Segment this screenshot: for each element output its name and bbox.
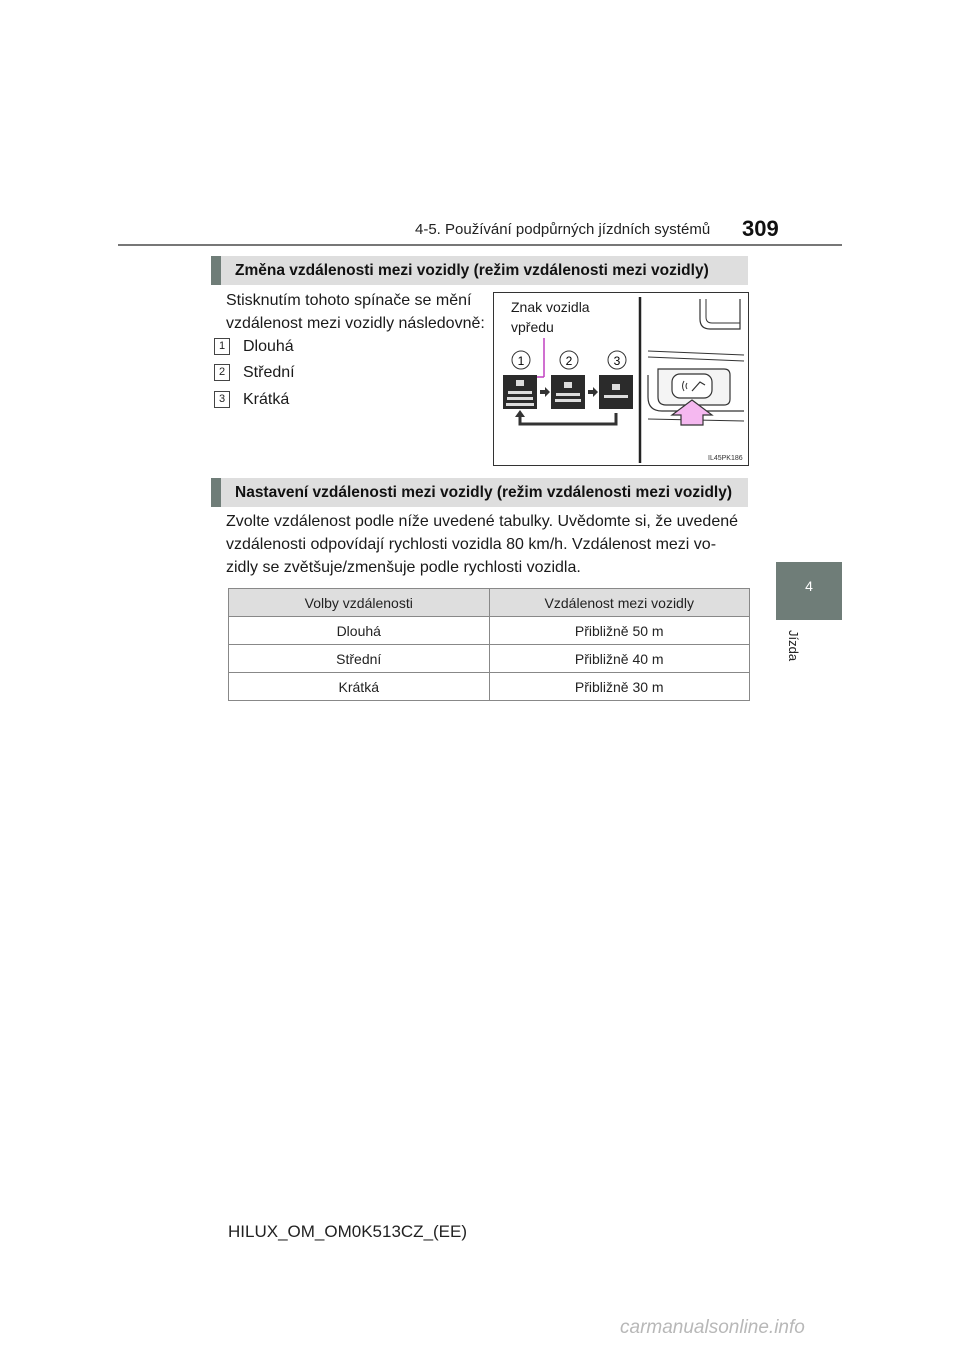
chapter-number: 4	[805, 578, 813, 594]
table-cell: Přibližně 50 m	[489, 617, 750, 645]
table-row	[229, 617, 750, 645]
list-item-label: Krátká	[243, 391, 290, 408]
number-badge: 1	[214, 338, 230, 355]
image-code: IL45PK186	[708, 455, 743, 462]
number-badge: 3	[214, 391, 230, 408]
table-cell: Přibližně 30 m	[489, 673, 750, 701]
distance-switch-illustration	[493, 292, 749, 466]
list-item	[214, 391, 289, 409]
arrow-right-icon	[540, 387, 550, 397]
number-badge: 2	[214, 364, 230, 381]
return-arrow-icon	[515, 410, 616, 424]
circled-number-3	[608, 351, 626, 369]
svg-text:3: 3	[613, 354, 621, 368]
paragraph-line-2: vzdálenosti odpovídají rychlosti vozidla 80 km/h. Vzdálenost mezi vo-	[226, 536, 717, 553]
table-cell: Dlouhá	[229, 617, 490, 645]
table-header-cell: Volby vzdálenosti	[229, 589, 490, 617]
list-item-label: Střední	[243, 364, 295, 381]
svg-text:2: 2	[565, 354, 573, 368]
table-cell: Střední	[229, 645, 490, 673]
display-short-distance	[599, 375, 633, 409]
intro-text-line-2: vzdálenost mezi vozidly následovně:	[226, 315, 485, 332]
list-item	[214, 364, 295, 382]
table-row	[229, 645, 750, 673]
display-long-distance	[503, 375, 537, 409]
header-section-title: 4-5. Používání podpůrných jízdních systémů	[415, 221, 711, 238]
intro-text-line-1: Stisknutím tohoto spínače se mění	[226, 292, 472, 309]
list-item-label: Dlouhá	[243, 338, 294, 355]
callout-label-line-2: vpředu	[511, 319, 554, 335]
callout-label-line-1: Znak vozidla	[511, 299, 590, 315]
table-header-cell: Vzdálenost mezi vozidly	[489, 589, 750, 617]
arrow-right-icon	[588, 387, 598, 397]
paragraph-line-3: zidly se zvětšuje/zmenšuje podle rychlosti vozidla.	[226, 559, 581, 576]
distance-table	[228, 588, 750, 701]
table-header-row	[229, 589, 750, 617]
header-divider	[118, 244, 842, 246]
footer-doc-code: HILUX_OM_OM0K513CZ_(EE)	[228, 1222, 468, 1241]
paragraph-line-1: Zvolte vzdálenost podle níže uvedené tabulky. Uvědomte si, že uvedené	[226, 513, 739, 530]
list-item	[214, 338, 294, 356]
page-number: 309	[742, 216, 779, 241]
illustration-svg	[494, 293, 748, 465]
circled-number-2	[560, 351, 578, 369]
table-row	[229, 673, 750, 701]
display-medium-distance	[551, 375, 585, 409]
section-heading-change-distance: Změna vzdálenosti mezi vozidly (režim vzdálenosti mezi vozidly)	[211, 256, 748, 285]
section-heading-set-distance: Nastavení vzdálenosti mezi vozidly (režim vzdálenosti mezi vozidly)	[211, 478, 748, 507]
chapter-label: Jízda	[786, 630, 801, 662]
watermark: carmanualsonline.info	[620, 1317, 805, 1338]
circled-number-1	[512, 351, 530, 369]
table-cell: Přibližně 40 m	[489, 645, 750, 673]
table-cell: Krátká	[229, 673, 490, 701]
svg-text:1: 1	[517, 354, 525, 368]
